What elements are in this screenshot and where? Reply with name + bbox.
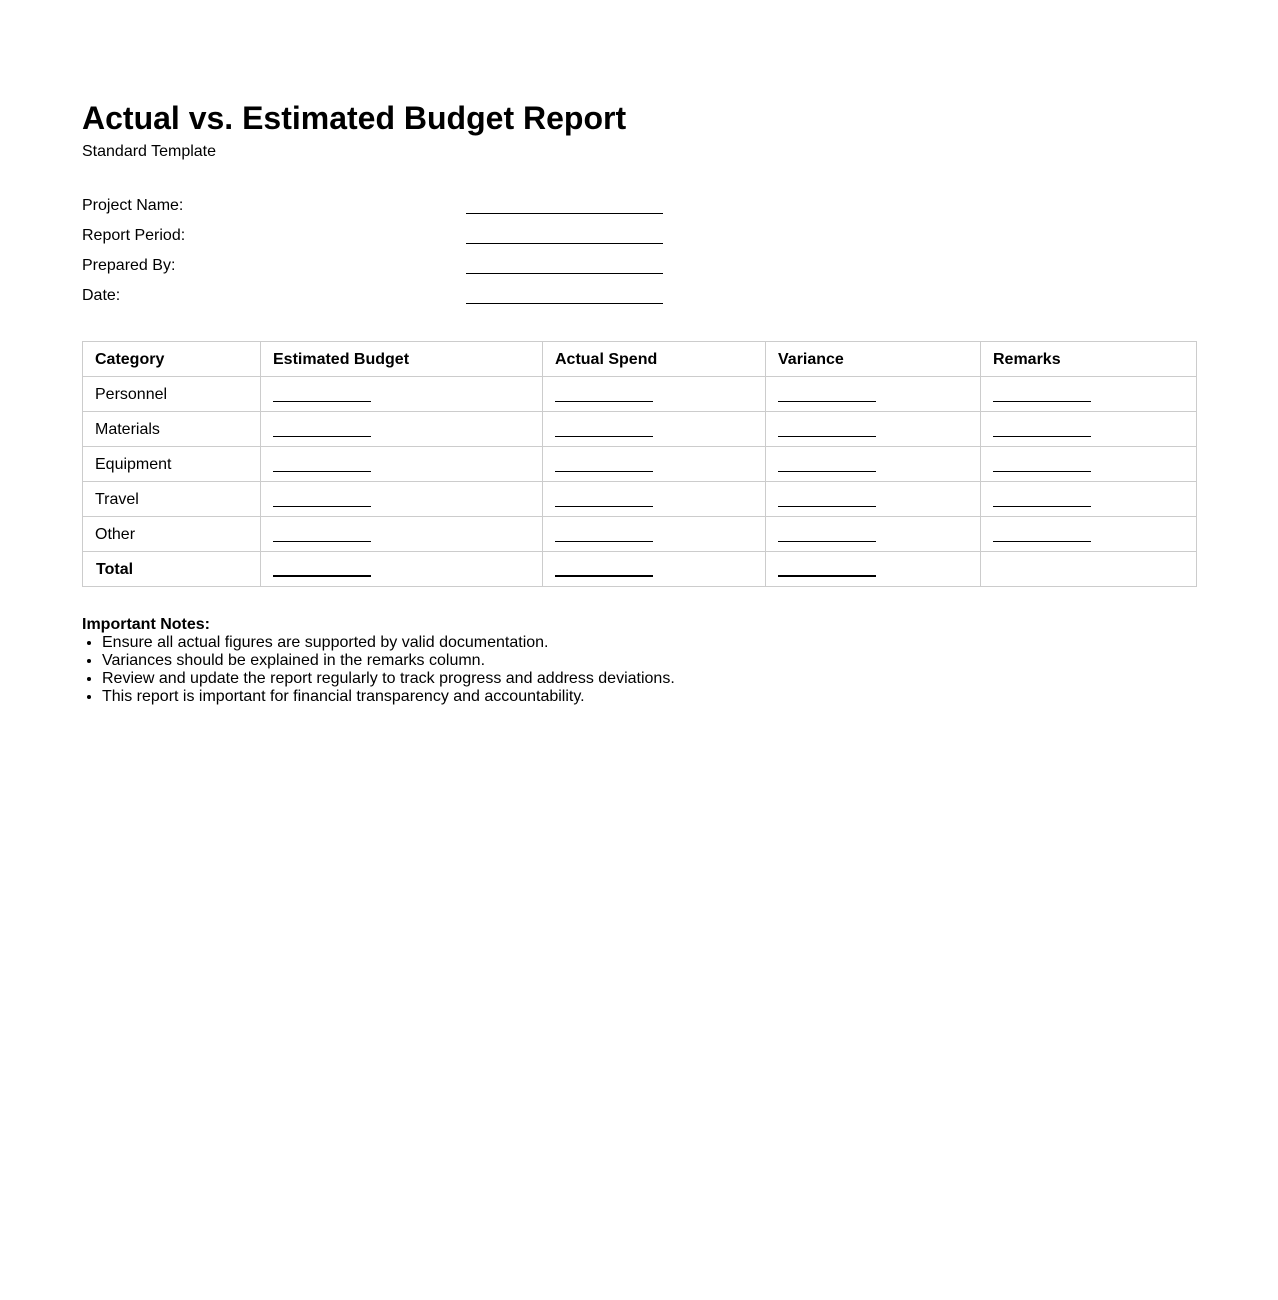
- estimated-budget-cell: [261, 482, 543, 517]
- project-name-label: Project Name:: [82, 197, 184, 214]
- total-actual-spend-cell: [543, 552, 766, 587]
- project-name-blank-line[interactable]: [466, 213, 663, 214]
- table-row: [83, 447, 1197, 482]
- project-name-row: [82, 196, 664, 218]
- date-row: [82, 286, 664, 308]
- variance-blank-line[interactable]: [778, 471, 876, 472]
- actual-spend-cell: [543, 517, 766, 552]
- variance-cell: [766, 412, 981, 447]
- report-period-label: Report Period:: [82, 227, 186, 244]
- table-row: [83, 517, 1197, 552]
- total-variance-blank-line[interactable]: [778, 575, 876, 577]
- date-blank-line[interactable]: [466, 303, 663, 304]
- notes-list: [82, 634, 882, 706]
- total-estimated-budget-cell: [261, 552, 543, 587]
- report-period-row: [82, 226, 664, 248]
- total-estimated-budget-blank-line[interactable]: [273, 575, 371, 577]
- total-remarks-cell: [981, 552, 1197, 587]
- remarks-blank-line[interactable]: [993, 401, 1091, 402]
- budget-table: [82, 341, 1197, 587]
- column-header-remarks: Remarks: [981, 342, 1197, 377]
- row-category-equipment: Equipment: [83, 447, 261, 482]
- table-header-row: [83, 342, 1197, 377]
- actual-spend-blank-line[interactable]: [555, 506, 653, 507]
- estimated-budget-blank-line[interactable]: [273, 506, 371, 507]
- actual-spend-blank-line[interactable]: [555, 436, 653, 437]
- total-label: Total: [83, 552, 261, 587]
- variance-blank-line[interactable]: [778, 541, 876, 542]
- important-notes: [82, 616, 882, 706]
- actual-spend-blank-line[interactable]: [555, 471, 653, 472]
- list-item: • Ensure all actual figures are supported by valid documentation.: [102, 634, 882, 652]
- date-label: Date:: [82, 287, 121, 304]
- column-header-category: Category: [83, 342, 261, 377]
- list-item: • This report is important for financial transparency and accountability.: [102, 688, 882, 706]
- table-row: [83, 482, 1197, 517]
- table-row: [83, 412, 1197, 447]
- actual-spend-cell: [543, 482, 766, 517]
- column-header-actual-spend: Actual Spend: [543, 342, 766, 377]
- estimated-budget-cell: [261, 517, 543, 552]
- actual-spend-blank-line[interactable]: [555, 541, 653, 542]
- remarks-cell: [981, 517, 1197, 552]
- estimated-budget-blank-line[interactable]: [273, 436, 371, 437]
- remarks-blank-line[interactable]: [993, 506, 1091, 507]
- actual-spend-cell: [543, 447, 766, 482]
- remarks-blank-line[interactable]: [993, 471, 1091, 472]
- prepared-by-blank-line[interactable]: [466, 273, 663, 274]
- estimated-budget-cell: [261, 377, 543, 412]
- variance-blank-line[interactable]: [778, 401, 876, 402]
- row-category-materials: Materials: [83, 412, 261, 447]
- remarks-cell: [981, 482, 1197, 517]
- estimated-budget-cell: [261, 412, 543, 447]
- column-header-estimated-budget: Estimated Budget: [261, 342, 543, 377]
- variance-cell: [766, 517, 981, 552]
- variance-blank-line[interactable]: [778, 436, 876, 437]
- column-header-variance: Variance: [766, 342, 981, 377]
- prepared-by-label: Prepared By:: [82, 257, 176, 274]
- row-category-travel: Travel: [83, 482, 261, 517]
- estimated-budget-blank-line[interactable]: [273, 541, 371, 542]
- remarks-blank-line[interactable]: [993, 541, 1091, 542]
- table-row: [83, 377, 1197, 412]
- report-period-blank-line[interactable]: [466, 243, 663, 244]
- estimated-budget-cell: [261, 447, 543, 482]
- variance-cell: [766, 377, 981, 412]
- actual-spend-cell: [543, 412, 766, 447]
- remarks-cell: [981, 412, 1197, 447]
- remarks-cell: [981, 447, 1197, 482]
- variance-blank-line[interactable]: [778, 506, 876, 507]
- remarks-cell: [981, 377, 1197, 412]
- estimated-budget-blank-line[interactable]: [273, 401, 371, 402]
- report-title: Actual vs. Estimated Budget Report: [82, 100, 627, 136]
- notes-title: Important Notes:: [82, 616, 210, 633]
- variance-cell: [766, 447, 981, 482]
- row-category-personnel: Personnel: [83, 377, 261, 412]
- total-row: [83, 552, 1197, 587]
- total-variance-cell: [766, 552, 981, 587]
- actual-spend-blank-line[interactable]: [555, 401, 653, 402]
- variance-cell: [766, 482, 981, 517]
- row-category-other: Other: [83, 517, 261, 552]
- total-actual-spend-blank-line[interactable]: [555, 575, 653, 577]
- prepared-by-row: [82, 256, 664, 278]
- report-subtitle: Standard Template: [82, 143, 217, 160]
- list-item: • Variances should be explained in the remarks column.: [102, 652, 882, 670]
- estimated-budget-blank-line[interactable]: [273, 471, 371, 472]
- remarks-blank-line[interactable]: [993, 436, 1091, 437]
- actual-spend-cell: [543, 377, 766, 412]
- list-item: • Review and update the report regularly to track progress and address deviations.: [102, 670, 882, 688]
